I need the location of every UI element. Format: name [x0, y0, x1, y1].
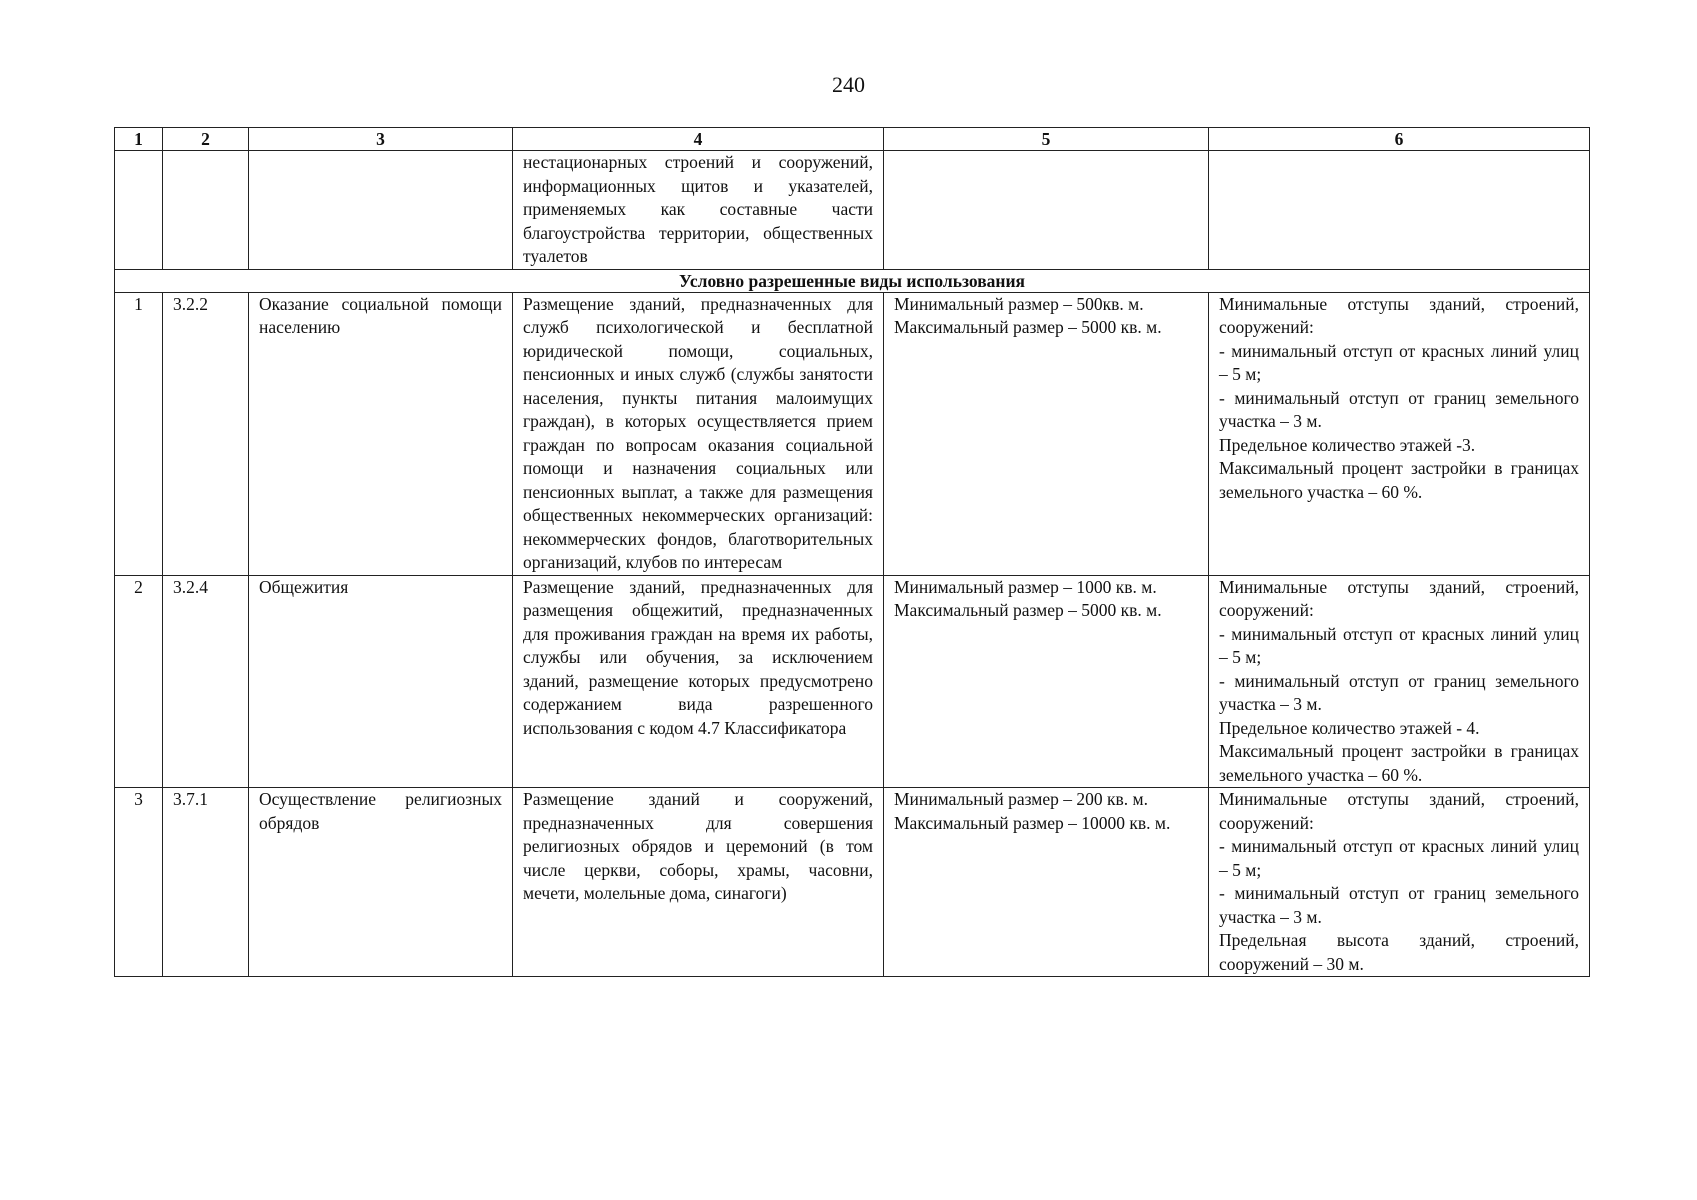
row-code: 3.7.1	[163, 788, 249, 977]
row-param: - минимальный отступ от границ земельного участка – 3 м.	[1219, 670, 1579, 714]
row-params	[1209, 788, 1590, 977]
row-param: - минимальный отступ от границ земельного участка – 3 м.	[1219, 387, 1579, 431]
row-name: Осуществление религиозных обрядов	[249, 788, 513, 977]
row-param: Минимальные отступы зданий, строений, сооружений:	[1219, 789, 1579, 833]
row-param: Минимальные отступы зданий, строений, сооружений:	[1219, 293, 1579, 337]
row-min-size: Минимальный размер – 200 кв. м.	[894, 789, 1148, 809]
row-param: Предельное количество этажей -3.	[1219, 434, 1476, 455]
row-param: - минимальный отступ от красных линий улиц – 5 м;	[1219, 836, 1579, 880]
column-header-6: 6	[1209, 128, 1590, 151]
row-param: Предельная высота зданий, строений, сооружений – 30 м.	[1219, 930, 1579, 974]
continuation-cell-name	[249, 151, 513, 270]
column-header-1: 1	[115, 128, 163, 151]
column-header-2: 2	[163, 128, 249, 151]
row-code: 3.2.2	[163, 292, 249, 575]
row-name: Оказание социальной помощи населению	[249, 292, 513, 575]
continuation-cell-num	[115, 151, 163, 270]
row-description: Размещение зданий, предназначенных для размещения общежитий, предназначенных для проживания граждан на время их работы, службы или обучения, за исключением зданий, размещение которых предусмотрено содержанием вида разрешенного использования с кодом 4.7 Классификатора	[513, 575, 884, 788]
land-use-table	[114, 127, 1590, 977]
table-row	[115, 292, 1590, 575]
row-param: Максимальный процент застройки в границах земельного участка – 60 %.	[1219, 458, 1579, 502]
continuation-cell-code	[163, 151, 249, 270]
row-param: - минимальный отступ от красных линий улиц – 5 м;	[1219, 340, 1579, 384]
column-header-4: 4	[513, 128, 884, 151]
column-number-header-row	[115, 128, 1590, 151]
row-description: Размещение зданий и сооружений, предназначенных для совершения религиозных обрядов и церемоний (в том числе церкви, соборы, храмы, часовни, мечети, молельные дома, синагоги)	[513, 788, 884, 977]
continuation-description: нестационарных строений и сооружений, информационных щитов и указателей, применяемых как составные части благоустройства территории, общественных туалетов	[513, 151, 884, 270]
row-max-size: Максимальный размер – 10000 кв. м.	[894, 812, 1171, 833]
row-sizes	[884, 788, 1209, 977]
row-description: Размещение зданий, предназначенных для служб психологической и бесплатной юридической помощи, социальных, пенсионных и иных служб (службы занятости населения, пункты питания малоимущих граждан), в которых осуществляется прием граждан по вопросам оказания социальной помощи и назначения социальных или пенсионных выплат, а также для размещения общественных некоммерческих организаций: некоммерческих фондов, благотворительных организаций, клубов по интересам	[513, 292, 884, 575]
row-name: Общежития	[249, 575, 513, 788]
row-code: 3.2.4	[163, 575, 249, 788]
row-number: 2	[115, 575, 163, 788]
continuation-row	[115, 151, 1590, 270]
column-header-3: 3	[249, 128, 513, 151]
column-header-5: 5	[884, 128, 1209, 151]
table-row	[115, 788, 1590, 977]
row-min-size: Минимальный размер – 500кв. м.	[894, 293, 1144, 314]
row-number: 1	[115, 292, 163, 575]
row-param: Минимальные отступы зданий, строений, сооружений:	[1219, 576, 1579, 620]
row-sizes	[884, 292, 1209, 575]
row-param: - минимальный отступ от границ земельного участка – 3 м.	[1219, 883, 1579, 927]
table-row	[115, 575, 1590, 788]
row-param: - минимальный отступ от красных линий улиц – 5 м;	[1219, 623, 1579, 667]
row-min-size: Минимальный размер – 1000 кв. м.	[894, 576, 1157, 597]
row-sizes	[884, 575, 1209, 788]
row-param: Предельное количество этажей - 4.	[1219, 717, 1480, 738]
page-number: 240	[832, 72, 865, 97]
row-param: Максимальный процент застройки в границах земельного участка – 60 %.	[1219, 741, 1579, 785]
row-number: 3	[115, 788, 163, 977]
row-max-size: Максимальный размер – 5000 кв. м.	[894, 317, 1162, 337]
row-max-size: Максимальный размер – 5000 кв. м.	[894, 600, 1162, 620]
section-row	[115, 269, 1590, 292]
row-params	[1209, 575, 1590, 788]
continuation-cell-params	[1209, 151, 1590, 270]
continuation-cell-sizes	[884, 151, 1209, 270]
section-title: Условно разрешенные виды использования	[115, 269, 1590, 292]
row-params	[1209, 292, 1590, 575]
